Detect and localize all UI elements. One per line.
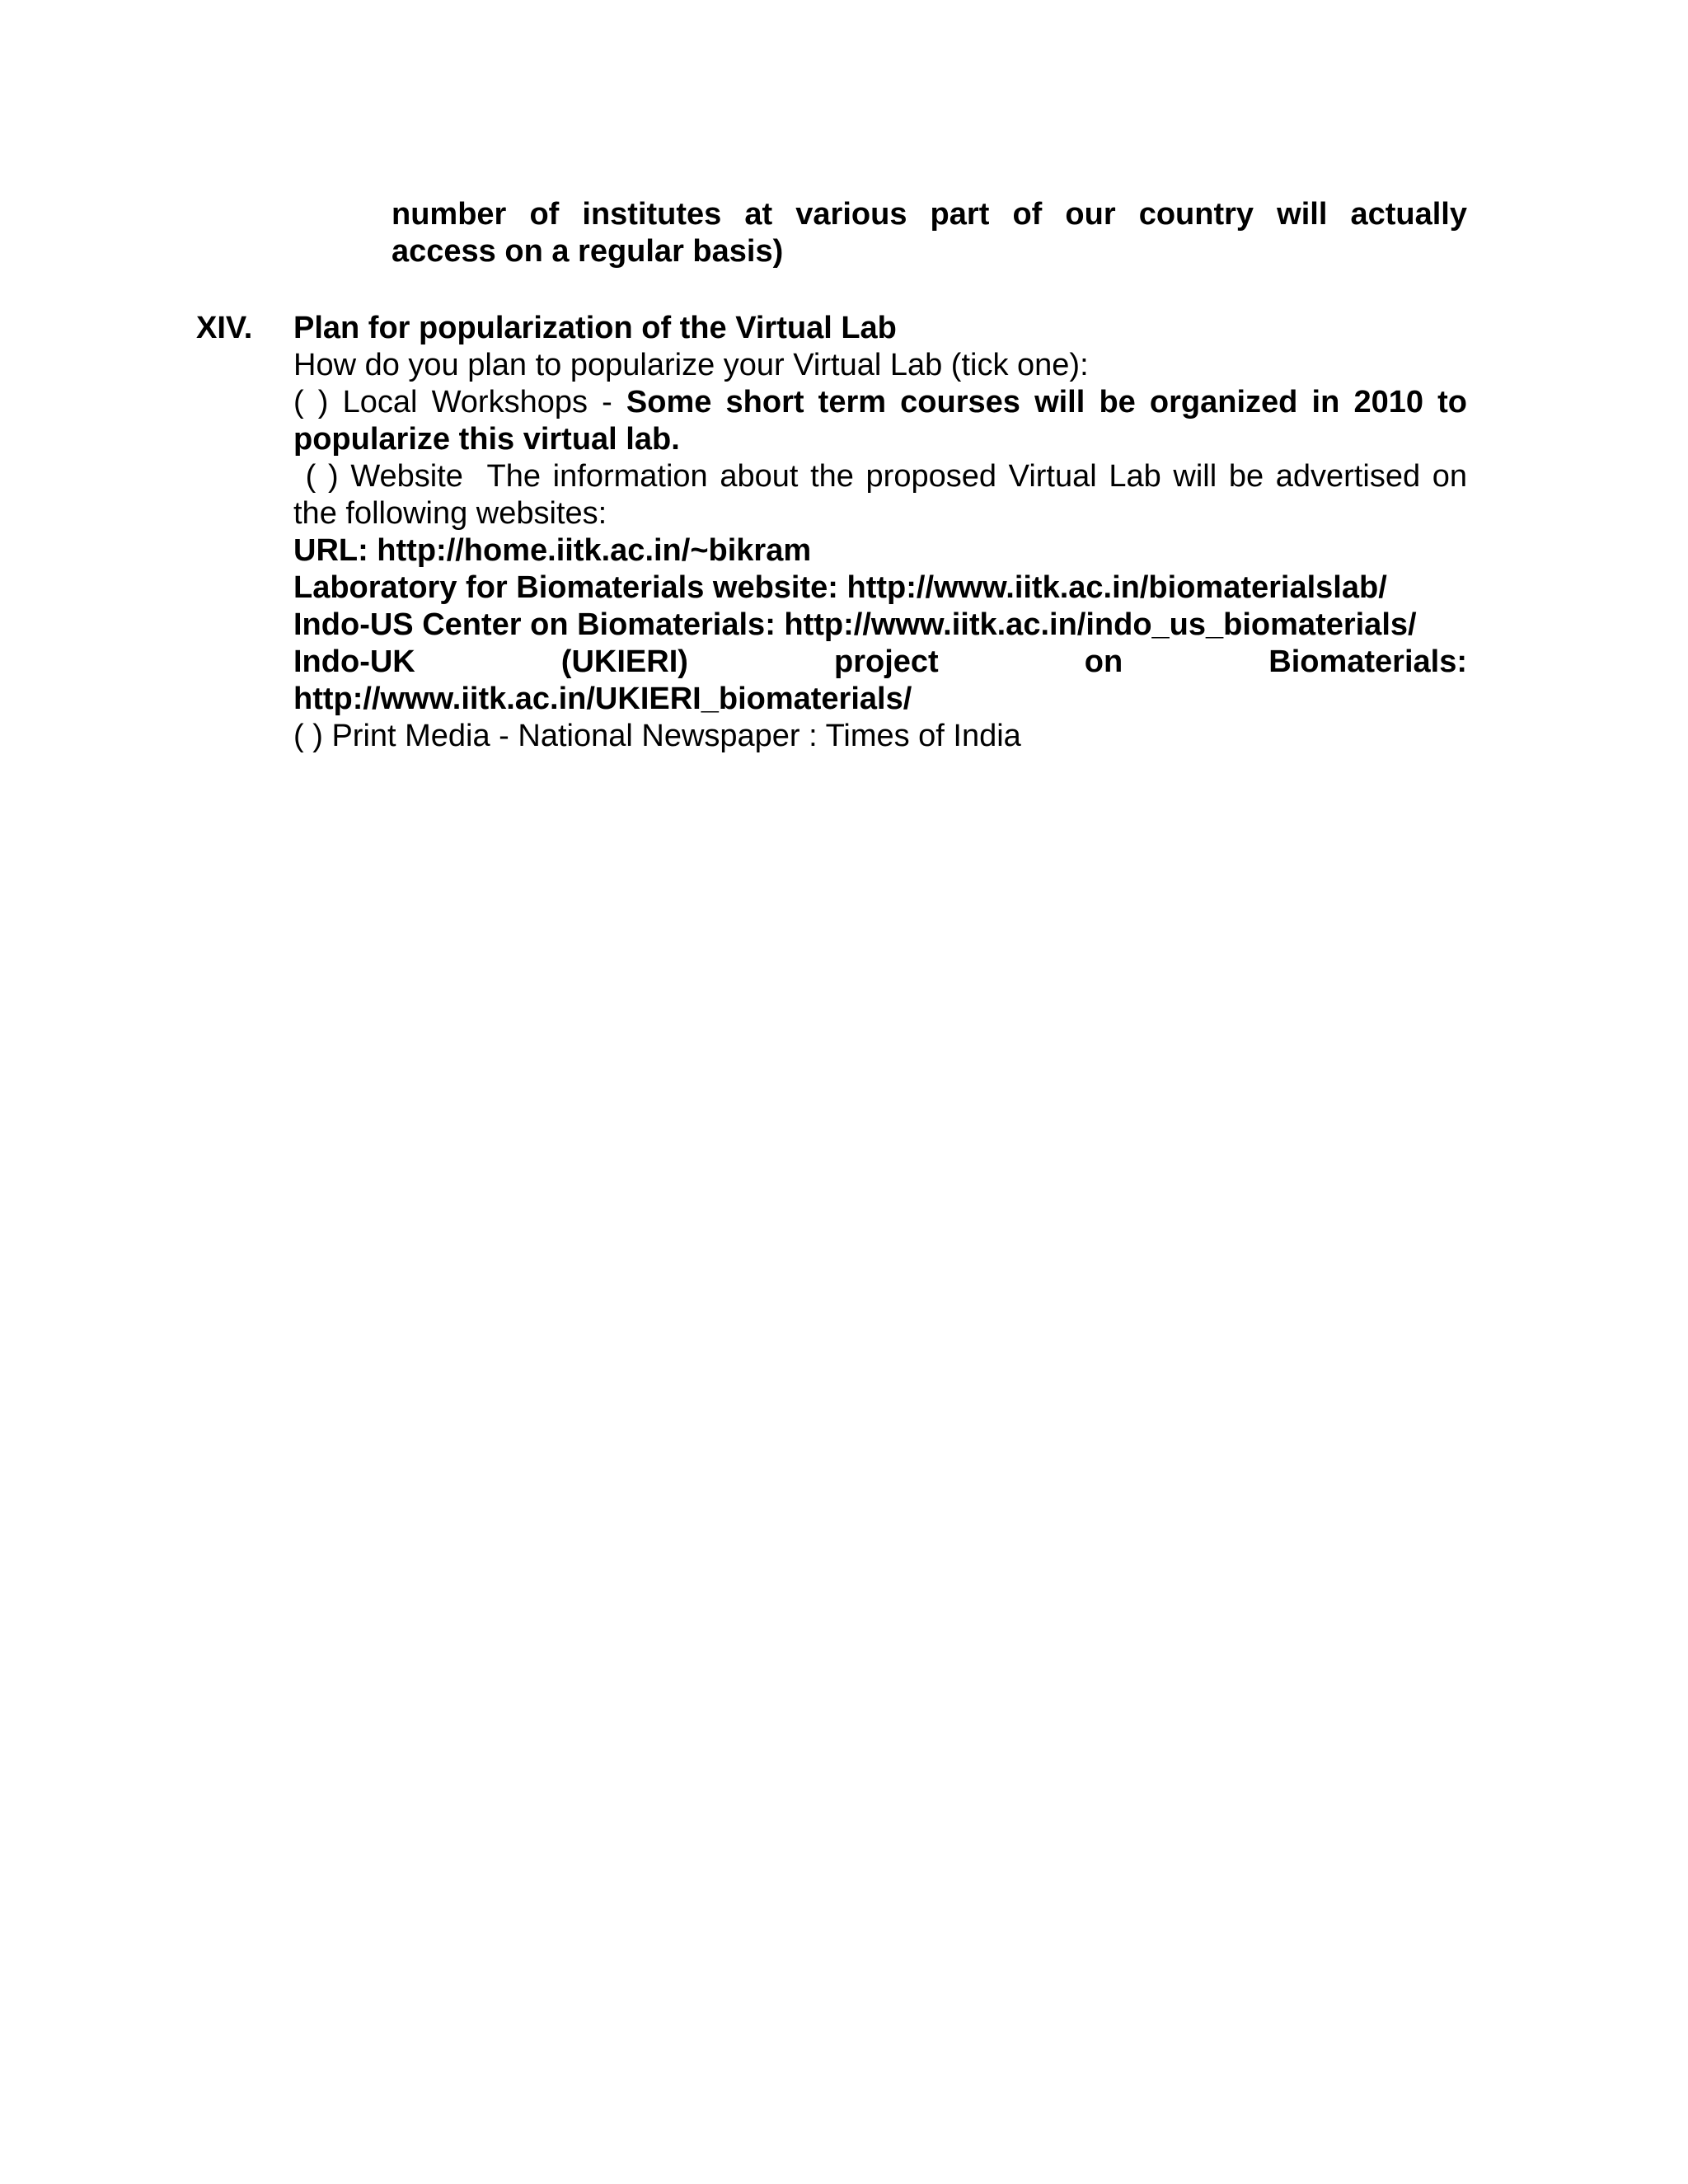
continuation-line-2: access on a regular basis)	[392, 234, 784, 269]
option-print-media	[293, 718, 1467, 755]
continuation-line-1: number of institutes at various part of our country will actually	[392, 197, 1467, 232]
option-label: Print Media - National Newspaper : Times of India	[331, 719, 1021, 753]
section-body	[293, 310, 1467, 755]
continuation-text	[392, 196, 1467, 270]
option-local-workshops	[293, 384, 1467, 458]
option-checkbox[interactable]: ( )	[305, 459, 339, 494]
option-detail: Some short term courses will be organized in 2010 to popularize this virtual lab.	[293, 385, 1467, 457]
website-link-indo-us: Indo-US Center on Biomaterials: http://www.iitk.ac.in/indo_us_biomaterials/	[293, 607, 1417, 642]
website-link-indo-uk-label: Indo-UK (UKIERI) project on Biomaterials:	[293, 644, 1467, 679]
option-website	[293, 458, 1467, 532]
option-label: Website	[350, 459, 463, 494]
website-link-url: URL: http://home.iitk.ac.in/~bikram	[293, 533, 812, 568]
option-label: Local Workshops -	[342, 385, 626, 419]
option-checkbox[interactable]: ( )	[293, 719, 323, 753]
website-link-biomaterials-lab: Laboratory for Biomaterials website: http://www.iitk.ac.in/biomaterialslab/	[293, 570, 1387, 605]
section-number: XIV.	[196, 311, 253, 345]
website-link-indo-uk-url: http://www.iitk.ac.in/UKIERI_biomaterials/	[293, 682, 912, 716]
option-checkbox[interactable]: ( )	[293, 385, 329, 419]
section-question: How do you plan to popularize your Virtual Lab (tick one):	[293, 348, 1089, 382]
section-title: Plan for popularization of the Virtual Lab	[293, 311, 897, 345]
option-detail: The information about the proposed Virtual Lab will be advertised on the following websites:	[293, 459, 1468, 531]
